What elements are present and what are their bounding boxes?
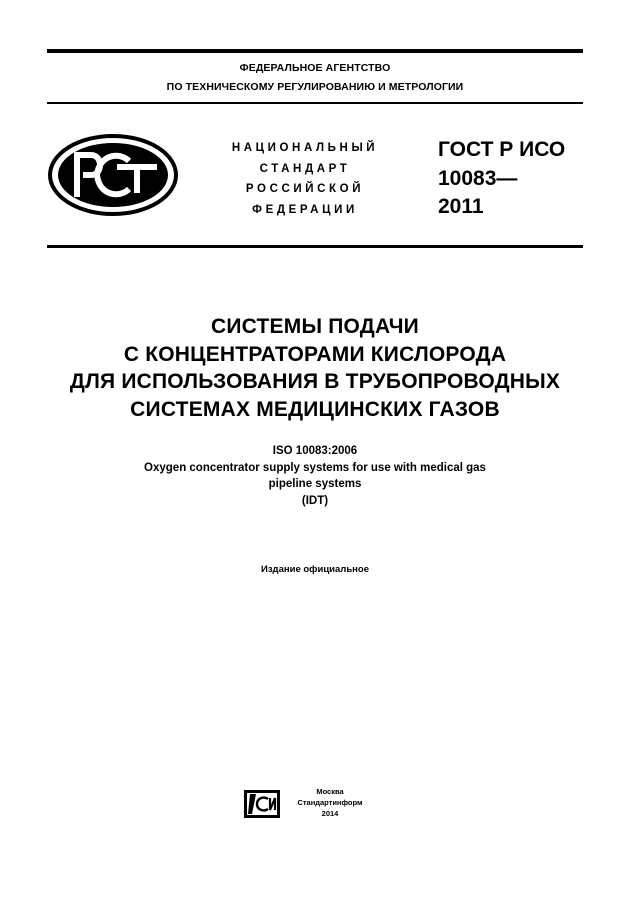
title-line3: ДЛЯ ИСПОЛЬЗОВАНИЯ В ТРУБОПРОВОДНЫХ	[69, 370, 561, 393]
publisher-city: Москва	[316, 787, 344, 796]
standard-type-line2: СТАНДАРТ	[259, 162, 351, 175]
standartinform-logo-icon	[244, 790, 280, 818]
standard-type-line3: РОССИЙСКОЙ	[245, 183, 365, 195]
designation-line3: 2011	[438, 195, 484, 218]
standard-type	[200, 138, 410, 220]
iso-title-line2: pipeline systems	[268, 478, 362, 490]
iso-number: ISO 10083:2006	[272, 445, 358, 457]
iso-title-line1: Oxygen concentrator supply systems for use with medical gas	[144, 461, 486, 474]
header-divider	[47, 102, 583, 104]
document-title	[20, 313, 610, 423]
rst-certification-mark-icon	[47, 133, 179, 217]
standard-type-line1: НАЦИОНАЛЬНЫЙ	[231, 142, 379, 154]
publisher-info	[292, 786, 368, 819]
standard-type-line4: ФЕДЕРАЦИИ	[252, 203, 358, 216]
agency-name-line2: ПО ТЕХНИЧЕСКОМУ РЕГУЛИРОВАНИЮ И МЕТРОЛОГИИ	[166, 81, 464, 93]
publication-year: 2014	[321, 809, 339, 818]
top-rule	[47, 49, 583, 53]
iso-degree: (IDT)	[301, 494, 329, 507]
iso-reference	[60, 443, 570, 509]
title-line4: СИСТЕМАХ МЕДИЦИНСКИХ ГАЗОВ	[130, 397, 500, 421]
title-line2: С КОНЦЕНТРАТОРАМИ КИСЛОРОДА	[123, 342, 507, 366]
standard-designation	[438, 136, 565, 222]
title-line1: СИСТЕМЫ ПОДАЧИ	[211, 315, 419, 338]
designation-line1: ГОСТ Р ИСО	[438, 138, 566, 161]
edition-label: Издание официальное	[261, 564, 369, 575]
agency-name-line1: ФЕДЕРАЛЬНОЕ АГЕНТСТВО	[239, 62, 391, 74]
publisher-name: Стандартинформ	[297, 798, 363, 807]
designation-line2: 10083—	[438, 166, 518, 190]
title-divider	[47, 245, 583, 248]
